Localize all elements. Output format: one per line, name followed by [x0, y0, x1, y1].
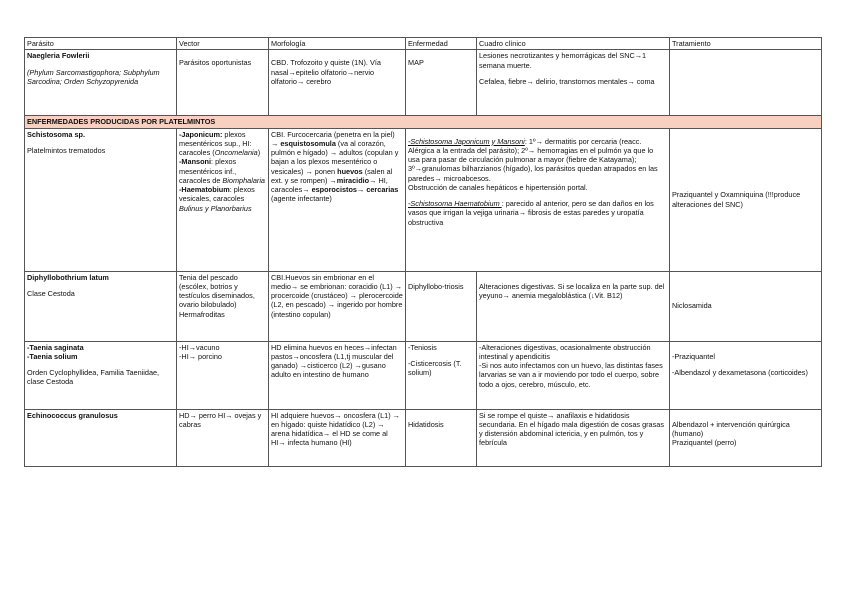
treatment-cell — [670, 409, 822, 466]
clinic-cell — [477, 341, 670, 409]
class-text: Clase Cestoda — [27, 288, 75, 298]
clinic-text: Alteraciones digestivas. Si se localiza en la parte sup. del yeyuno→ anemia megaloblástica (↓Vit. B12) — [479, 281, 665, 300]
morphology-cell: HD elimina huevos en heces→infectan pastos→oncosfera (L1,tj muscular del ganado) →cisticerco (L2) →gusano adulto en intestino de humano — [269, 341, 406, 409]
disease-text: -Teniosis — [408, 342, 437, 352]
parasite-name: Schistosoma sp. — [27, 129, 85, 139]
vector-japonicum: -Japonicum: plexos mesentéricos sup., HI: caracoles (Oncomelania) — [179, 129, 261, 158]
disease-cell — [406, 341, 477, 409]
clinic-cell: Si se rompe el quiste→ anafilaxis e hidatidosis secundaria. En el hígado mala digestión de cosas grasas y distensión abdominal ictericia, y en pulmón, tos y febrícula — [477, 409, 670, 466]
vector-cell — [177, 50, 269, 116]
header-row — [25, 38, 822, 50]
morphology-cell: CBI.Huevos sin embrionar en el medio→ se embrionan: coracidio (L1) → procercoide (crustáceo) → plerocercoide (L2, en pescado) → ingerido por hombre (intestino copulan) — [269, 271, 406, 341]
table-row — [25, 128, 822, 271]
treatment-cell: Praziquantel y Oxamniquina (!!!produce alteraciones del SNC) — [670, 128, 822, 271]
table-row — [25, 50, 822, 116]
header-cell: Enfermedad — [406, 38, 477, 50]
section-row — [25, 116, 822, 128]
vector-mansoni: -Mansoni: plexos mesentéricos inf., caracoles de Biomphalaria — [179, 157, 265, 185]
section-title: ENFERMEDADES PRODUCIDAS POR PLATELMINTOS — [25, 116, 822, 128]
vector-text: Parásitos oportunistas — [179, 58, 252, 68]
morphology-text: CBD. Trofozoito y quiste (1N). Vía nasal→epitelio olfatorio→nervio olfatorio→ cerebro — [271, 58, 381, 86]
class-text: Orden Cyclophyllidea, Familia Taeniidae, clase Cestoda — [27, 368, 160, 387]
disease-text: Diphyllobo-triosis — [408, 281, 464, 291]
disease-text: MAP — [408, 58, 424, 68]
morphology-cell — [269, 50, 406, 116]
treatment-cell — [670, 341, 822, 409]
vector-cell: HD→ perro HI→ ovejas y cabras — [177, 409, 269, 466]
treatment-text: -Albendazol y dexametasona (corticoides) — [672, 367, 808, 377]
treatment-text: Albendazol + intervención quirúrgica (humano) — [672, 419, 790, 438]
disease-text: -Cisticercosis (T. solium) — [408, 358, 462, 378]
vector-text: -HI→vacuno — [179, 342, 220, 352]
disease-cell — [406, 271, 477, 341]
disease-cell — [406, 50, 477, 116]
vector-haematobium: -Haematobium: plexos vesicales, caracoles Bulinus y Planorbarius — [179, 185, 257, 213]
header-cell: Vector — [177, 38, 269, 50]
clinic-text: -Si nos auto infectamos con un huevo, las distintas fases larvarias se van a ir moviendo por todo el cuerpo, sobre todo a ojos, cerebro, músculo, etc. — [479, 361, 663, 389]
clinic-text: Obstrucción de canales hepáticos e hipertensión portal. — [408, 182, 588, 192]
morphology-cell: CBI. Furcocercaria (penetra en la piel) → esquistosomula (va al corazón, pulmón e hígado) → adultos (copulan y bajan a los plexos mesentérico o vesicales) → ponen huevos (salen al ext. y se rompen) →miracidio→ HI, caracoles→ esporocistos→ cercarias (agente infectante) — [269, 128, 406, 271]
vector-text: -HI→ porcino — [179, 351, 222, 361]
treatment-cell — [670, 50, 822, 116]
treatment-cell: Niclosamida — [670, 271, 822, 341]
header-cell: Tratamiento — [670, 38, 822, 50]
header-cell: Parásito — [25, 38, 177, 50]
parasite-name: Echinococcus granulosus — [27, 410, 118, 420]
parasite-name: Diphyllobothrium latum — [27, 272, 109, 282]
parasite-cell — [25, 128, 177, 271]
table-row — [25, 341, 822, 409]
treatment-text: -Praziquantel — [672, 351, 715, 361]
clinic-text: Cefalea, fiebre→ delirio, transtornos mentales→ coma — [479, 76, 655, 86]
table-row — [25, 409, 822, 466]
parasite-name: -Taenia solium — [27, 351, 78, 361]
vector-cell — [177, 341, 269, 409]
header-cell: Cuadro clínico — [477, 38, 670, 50]
morphology-cell: HI adquiere huevos→ oncosfera (L1) → en hígado: quiste hidatídico (L2) → arena hidatídica→ el HD se come al HI→ infecta humano (HI) — [269, 409, 406, 466]
clinic-cell — [406, 128, 670, 271]
parasite-cell — [25, 271, 177, 341]
class-text: Platelmintos trematodos — [27, 145, 106, 155]
taxonomy-text: (Phylum Sarcomastigophora; Subphylum Sarcodina; Orden Schyzopyrenida — [27, 67, 160, 86]
vector-cell — [177, 128, 269, 271]
vector-cell: Tenia del pescado (escólex, botrios y testículos diseminados, ovario bilobulado) Hermafroditas — [177, 271, 269, 341]
disease-cell — [406, 409, 477, 466]
clinic-japonicum-mansoni: -Schistosoma Japonicum y Mansoni: 1º→ dermatitis por cercaria (reacc. Alérgica a la entrada del parásito); 2º→ hemorragias en el pulmón ya que lo usa para pasar de circulación pulmonar a mayor (fiebre de Katayama); 3º→granulomas bilharzianos (hígado), los parásitos quedan atrapados en las paredes→ microabcesos. — [408, 136, 660, 183]
parasite-name: Naegleria Fowlerii — [27, 51, 90, 61]
clinic-haematobium: -Schistosoma Haematobium : parecido al anterior, pero se dan daños en los vasos que irrigan la vejiga urinaria→ fibrosis de estas paredes y uropatía obstructiva — [408, 199, 656, 227]
clinic-cell — [477, 271, 670, 341]
parasite-cell — [25, 50, 177, 116]
parasite-name: -Taenia saginata — [27, 342, 84, 352]
clinic-text: Lesiones necrotizantes y hemorrágicas del SNC→1 semana muerte. — [479, 51, 647, 70]
header-cell: Morfología — [269, 38, 406, 50]
parasite-cell — [25, 341, 177, 409]
clinic-text: -Alteraciones digestivas, ocasionalmente obstrucción intestinal y apendicitis — [479, 342, 651, 361]
disease-text: Hidatidosis — [408, 419, 444, 429]
table-row — [25, 271, 822, 341]
parasite-cell — [25, 409, 177, 466]
parasite-table — [24, 37, 822, 467]
clinic-cell — [477, 50, 670, 116]
treatment-text: Praziquantel (perro) — [672, 438, 737, 448]
